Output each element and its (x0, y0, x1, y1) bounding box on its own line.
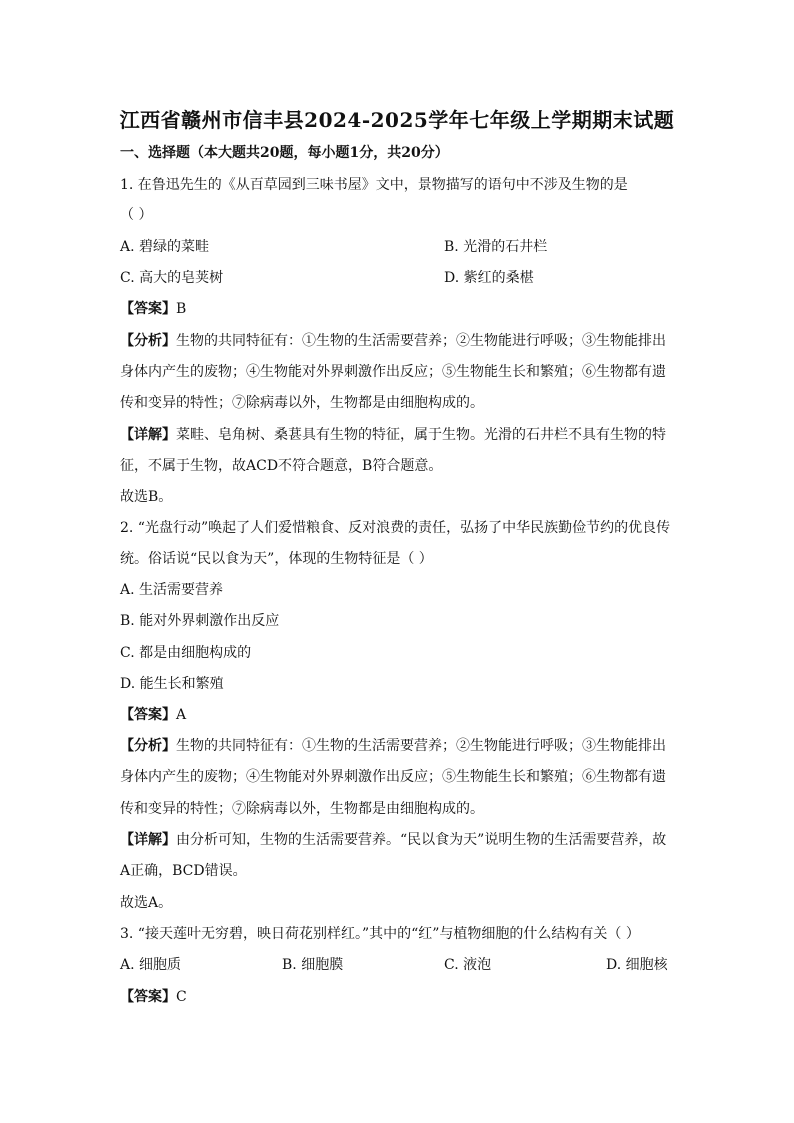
q3-answer-value: C (176, 989, 187, 1005)
q2-analysis-text: 生物的共同特征有：①生物的生活需要营养；②生物能进行呼吸；③生物能排出 (176, 738, 666, 754)
q3-option-d: D. 细胞核 (606, 957, 668, 973)
q1-option-d: D. 紫红的桑椹 (444, 270, 534, 286)
q3-stem-line1: 3. “接天莲叶无穷碧，映日荷花别样红。”其中的“红”与植物细胞的什么结构有关（ ） (120, 926, 640, 942)
q2-analysis-line2: 身体内产生的废物；④生物能对外界刺激作出反应；⑤生物能生长和繁殖；⑥生物都有遗 (120, 769, 666, 785)
q1-analysis-line2: 身体内产生的废物；④生物能对外界刺激作出反应；⑤生物能生长和繁殖；⑥生物都有遗 (120, 364, 666, 380)
q2-analysis-line3: 传和变异的特性；⑦除病毒以外，生物都是由细胞构成的。 (120, 801, 484, 817)
q1-option-c: C. 高大的皂荚树 (120, 270, 224, 286)
q1-answer (120, 299, 186, 319)
detail-label: 【详解】 (120, 832, 176, 848)
section-heading: 一、选择题（本大题共20题，每小题1分，共20分） (120, 145, 449, 161)
q3-option-c: C. 液泡 (444, 957, 492, 973)
answer-label: 【答案】 (120, 301, 176, 317)
q1-detail-line1 (120, 425, 666, 445)
q2-stem-line2: 统。俗话说“民以食为天”，体现的生物特征是（ ） (120, 551, 433, 567)
page-title: 江西省赣州市信丰县2024-2025学年七年级上学期期末试题 (119, 108, 675, 132)
q1-option-a: A. 碧绿的菜畦 (120, 239, 210, 255)
q1-answer-value: B (176, 301, 187, 317)
q2-option-b: B. 能对外界刺激作出反应 (120, 613, 280, 629)
q1-option-b: B. 光滑的石井栏 (444, 239, 548, 255)
q2-option-c: C. 都是由细胞构成的 (120, 645, 252, 661)
q2-detail-line1 (120, 830, 666, 850)
answer-label: 【答案】 (120, 707, 176, 723)
q1-detail-text: 菜畦、皂角树、桑葚具有生物的特征，属于生物。光滑的石井栏不具有生物的特 (176, 427, 666, 443)
q2-detail-line2: A正确，BCD错误。 (120, 863, 247, 879)
q2-detail-text: 由分析可知，生物的生活需要营养。“民以食为天”说明生物的生活需要营养，故 (176, 832, 667, 848)
q1-conclusion: 故选B。 (120, 489, 173, 505)
q3-answer (120, 987, 187, 1007)
q1-stem-line2: （ ） (120, 207, 153, 223)
q1-detail-line2: 征，不属于生物，故ACD不符合题意，B符合题意。 (120, 458, 443, 474)
analysis-label: 【分析】 (120, 738, 176, 754)
q2-answer (120, 705, 186, 725)
q1-stem-line1: 1. 在鲁迅先生的《从百草园到三味书屋》文中，景物描写的语句中不涉及生物的是 (120, 177, 628, 193)
q3-option-a: A. 细胞质 (120, 957, 182, 973)
q2-stem-line1: 2. “光盘行动”唤起了人们爱惜粮食、反对浪费的责任，弘扬了中华民族勤俭节约的优良传 (120, 520, 671, 536)
q1-analysis-text: 生物的共同特征有：①生物的生活需要营养；②生物能进行呼吸；③生物能排出 (176, 333, 666, 349)
q3-option-b: B. 细胞膜 (282, 957, 344, 973)
q2-option-d: D. 能生长和繁殖 (120, 676, 224, 692)
detail-label: 【详解】 (120, 427, 176, 443)
q2-option-a: A. 生活需要营养 (120, 582, 224, 598)
q2-answer-value: A (176, 707, 187, 723)
q2-conclusion: 故选A。 (120, 895, 173, 911)
q2-analysis-line1 (120, 736, 666, 756)
q1-analysis-line1 (120, 331, 666, 351)
q1-analysis-line3: 传和变异的特性；⑦除病毒以外，生物都是由细胞构成的。 (120, 395, 484, 411)
analysis-label: 【分析】 (120, 333, 176, 349)
answer-label: 【答案】 (120, 989, 176, 1005)
